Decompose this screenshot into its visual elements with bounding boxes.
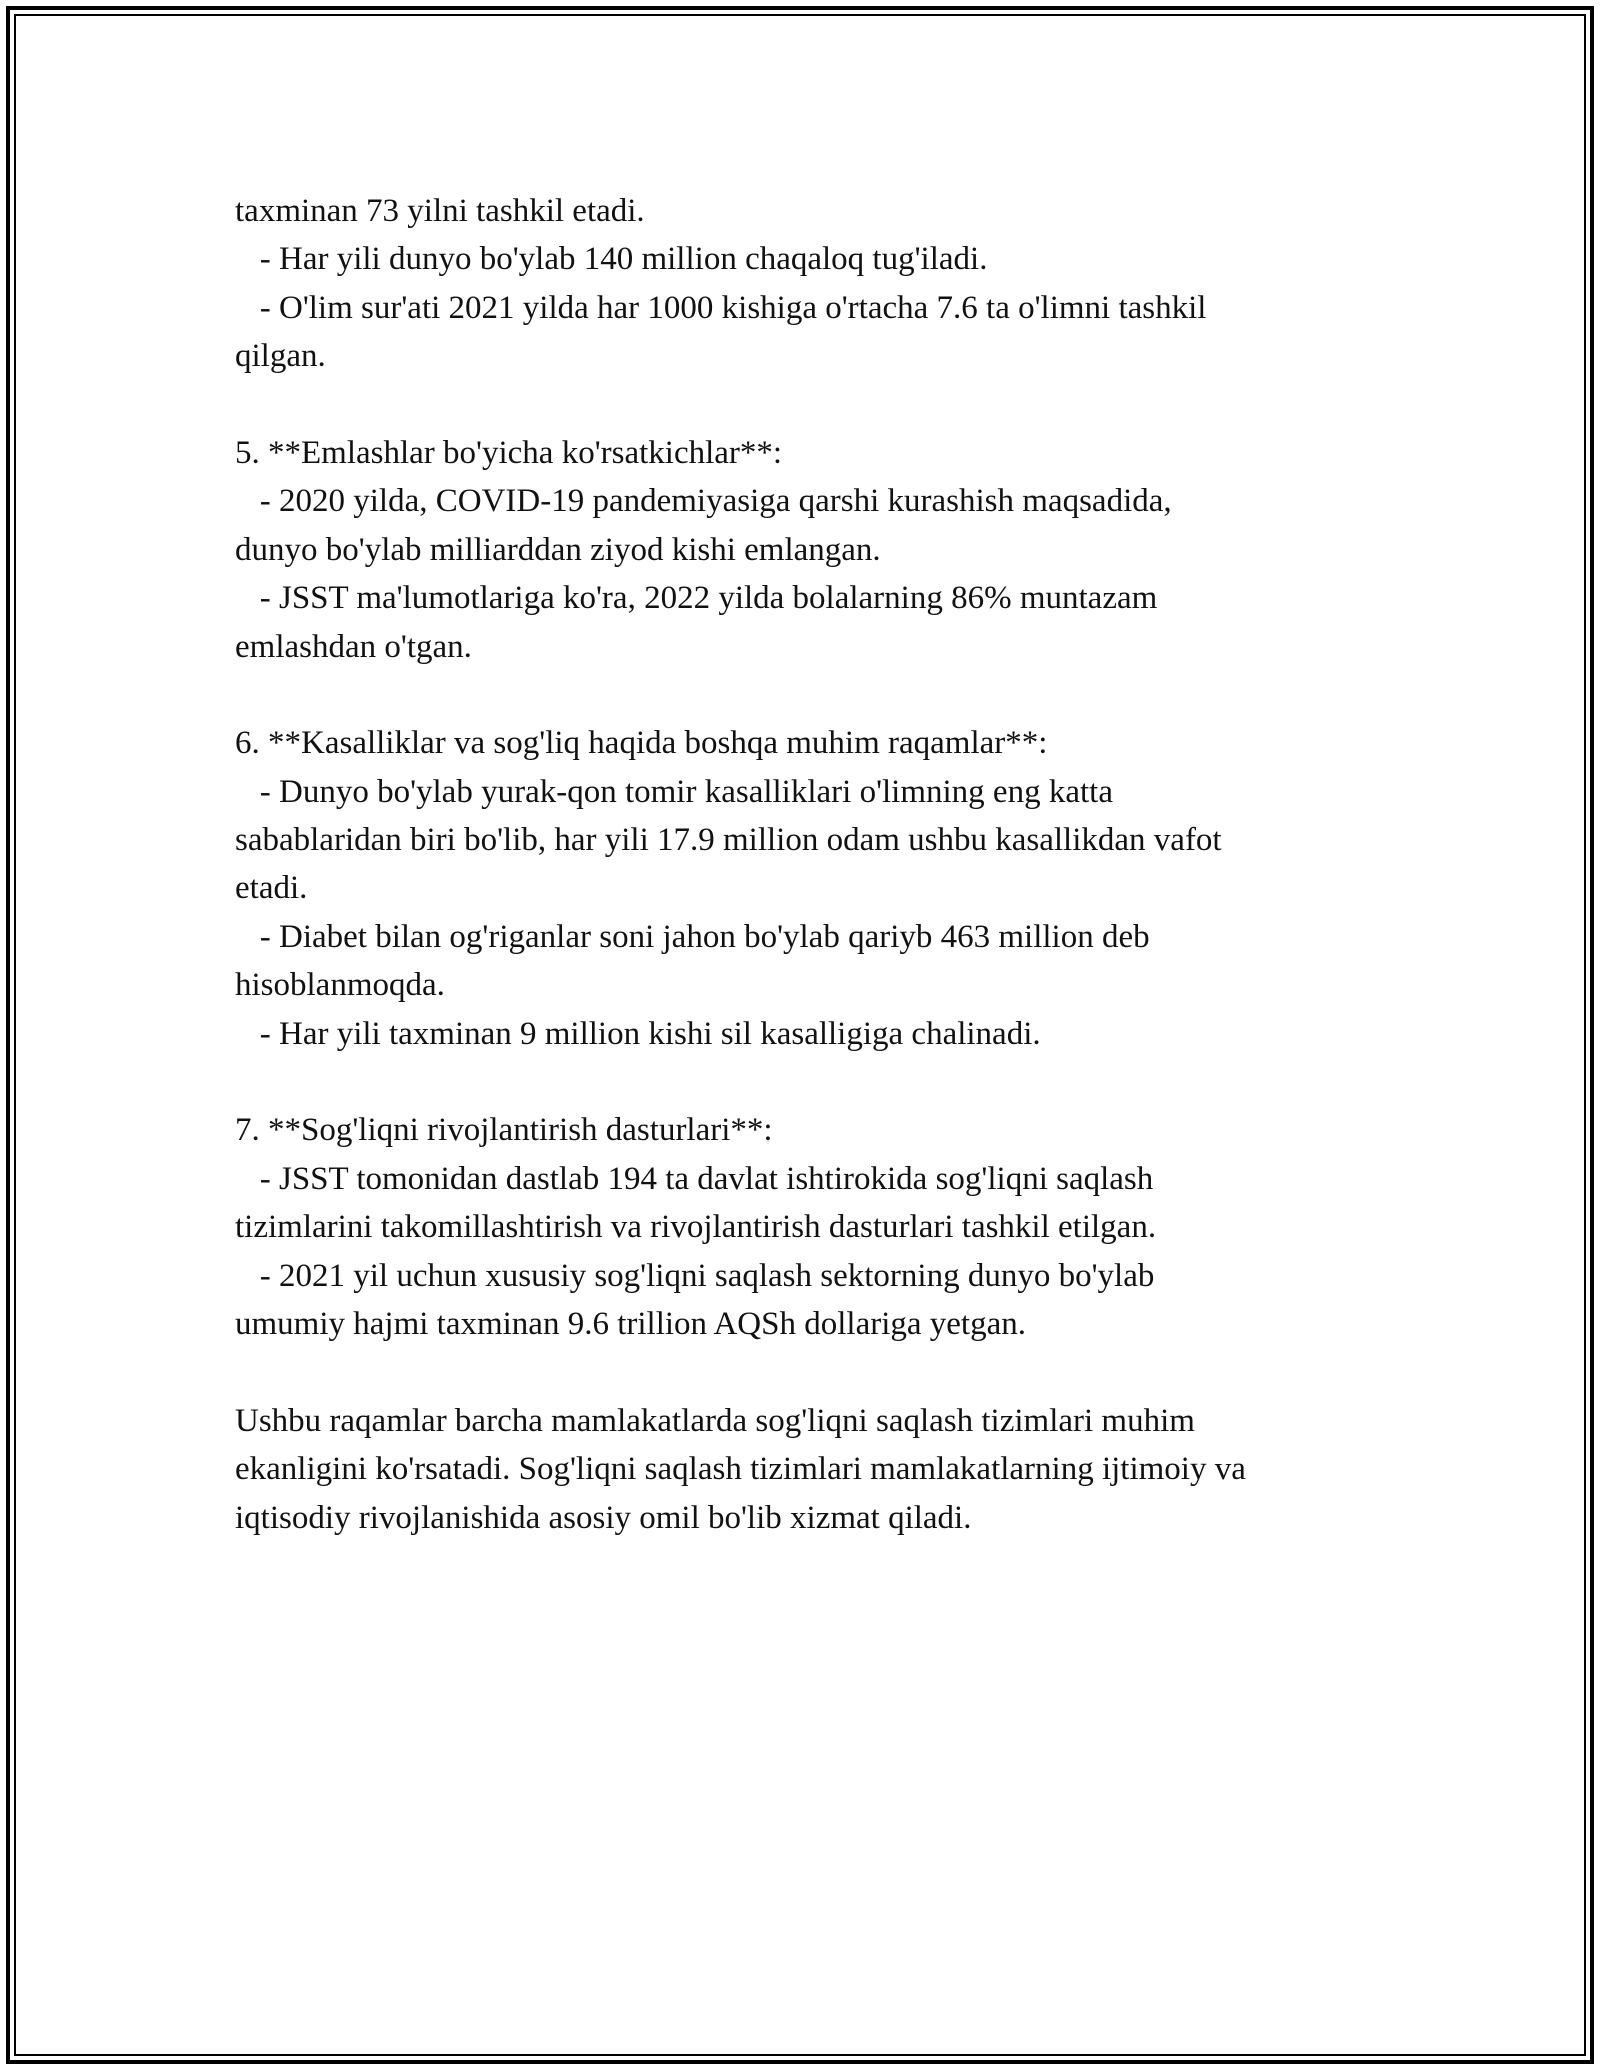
text-line: qilgan. — [235, 338, 326, 375]
paragraph-spacer — [235, 1348, 1395, 1396]
text-line: dunyo bo'ylab milliarddan ziyod kishi emlangan. — [235, 531, 881, 568]
text-line: tizimlarini takomillashtirish va rivojlantirish dasturlari tashkil etilgan. — [235, 1209, 1157, 1246]
text-line: - JSST ma'lumotlariga ko'ra, 2022 yilda bolalarning 86% muntazam — [235, 580, 1158, 617]
paragraph-spacer — [235, 1058, 1395, 1106]
text-line: ekanligini ko'rsatadi. Sog'liqni saqlash tizimlari mamlakatlarning ijtimoiy va — [235, 1451, 1246, 1488]
intro-paragraph — [235, 187, 1395, 381]
text-line: - Har yili taxminan 9 million kishi sil kasalligiga chalinadi. — [235, 1015, 1041, 1052]
text-line: - O'lim sur'ati 2021 yilda har 1000 kishiga o'rtacha 7.6 ta o'limni tashkil — [235, 289, 1207, 326]
text-line: - 2020 yilda, COVID-19 pandemiyasiga qarshi kurashish maqsadida, — [235, 483, 1172, 520]
text-line: emlashdan o'tgan. — [235, 628, 472, 665]
section-heading: 7. **Sog'liqni rivojlantirish dasturlari**: — [235, 1112, 773, 1149]
text-line: umumiy hajmi taxminan 9.6 trillion AQSh dollariga yetgan. — [235, 1305, 1026, 1342]
text-line: sabablaridan biri bo'lib, har yili 17.9 million odam ushbu kasallikdan vafot — [235, 822, 1222, 859]
section-7 — [235, 1106, 1395, 1348]
text-line: - Diabet bilan og'riganlar soni jahon bo'ylab qariyb 463 million deb — [235, 918, 1150, 955]
conclusion-paragraph — [235, 1397, 1395, 1542]
paragraph-spacer — [235, 381, 1395, 429]
text-line: taxminan 73 yilni tashkil etadi. — [235, 193, 645, 229]
text-line: - Har yili dunyo bo'ylab 140 million chaqaloq tug'iladi. — [235, 241, 988, 278]
text-line: hisoblanmoqda. — [235, 967, 445, 1004]
paragraph-spacer — [235, 671, 1395, 719]
section-heading: 6. **Kasalliklar va sog'liq haqida boshqa muhim raqamlar**: — [235, 725, 1048, 762]
text-line: - JSST tomonidan dastlab 194 ta davlat ishtirokida sog'liqni saqlash — [235, 1160, 1154, 1197]
text-line: - Dunyo bo'ylab yurak-qon tomir kasalliklari o'limning eng katta — [235, 773, 1113, 810]
text-line: - 2021 yil uchun xususiy sog'liqni saqlash sektorning dunyo bo'ylab — [235, 1257, 1155, 1294]
section-5 — [235, 429, 1395, 671]
document-body — [235, 187, 1395, 1542]
section-6 — [235, 719, 1395, 1058]
text-line: Ushbu raqamlar barcha mamlakatlarda sog'liqni saqlash tizimlari muhim — [235, 1402, 1195, 1439]
section-heading: 5. **Emlashlar bo'yicha ko'rsatkichlar**: — [235, 434, 783, 471]
text-line: etadi. — [235, 870, 308, 907]
text-line: iqtisodiy rivojlanishida asosiy omil bo'lib xizmat qiladi. — [235, 1499, 972, 1536]
